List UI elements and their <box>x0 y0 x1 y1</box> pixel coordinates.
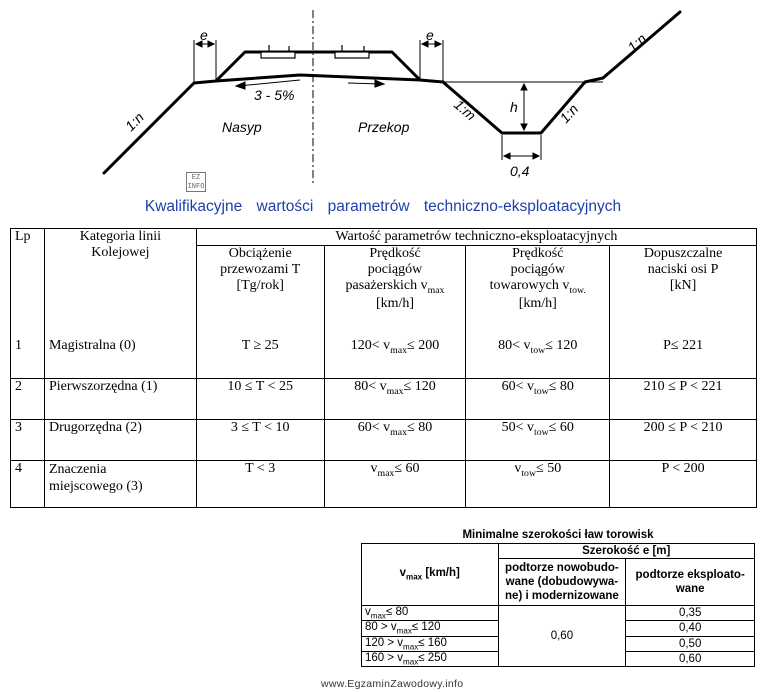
label-slope-right-high: 1:n <box>624 30 650 56</box>
header-category: Kategoria linii Kolejowej <box>44 229 196 321</box>
table-row: $v_{max}\le 80$ 0,60 0,35 <box>362 606 755 621</box>
table-row: 1 Magistralna (0) T ≥ 25 $120< v_{max}\le 200$ $80< v_{tow}\le 120$ P≤ 221 <box>11 338 757 379</box>
watermark-icon: EZ INFO <box>187 174 205 191</box>
label-e-left: e <box>200 27 208 43</box>
new-subgrade-value: 0,60 <box>498 606 626 667</box>
sleeper-right <box>335 52 369 58</box>
label-embankment: Nasyp <box>222 119 262 135</box>
table-row: 3 Drugorzędna (2) 3 ≤ T < 10 $60< v_{max}\le 80$ $50< v_{tow}\le 60$ 200 ≤ P < 210 <box>11 420 757 461</box>
track-bed-width-table <box>361 543 755 667</box>
embankment-outline <box>104 52 443 173</box>
label-cutting: Przekop <box>358 119 410 135</box>
header-load: Obciążenie przewozami T [Tg/rok] <box>196 246 324 321</box>
header-group: Wartość parametrów techniczno-eksploatacyjnych <box>196 229 756 246</box>
header-axle-load: Dopuszczalne naciski osi P [kN] <box>610 246 757 321</box>
table-row: $160 > v_{max}\le 250$ 0,60 <box>362 651 755 666</box>
sleeper-left <box>261 52 295 58</box>
header-passenger-speed: Prędkość pociągów pasażerskich $v_{max}$ [km/h] <box>324 246 466 321</box>
label-slope-right-low: 1:n <box>556 100 582 127</box>
parameters-table <box>10 228 757 508</box>
caption: Kwalifikacyjne wartości parametrów techniczno-eksploatacyjnych <box>144 198 622 215</box>
table-row: $120 > v_{max}\le 160$ 0,50 <box>362 636 755 651</box>
footer-url: www.EgzaminZawodowy.info <box>321 678 464 690</box>
label-slope-left: 1:n <box>121 109 147 135</box>
formation-surface <box>216 75 420 81</box>
header-vmax: $v_{max}$ [km/h] <box>362 544 499 606</box>
header-width-group: Szerokość e [m] <box>498 544 755 559</box>
table-row: 4 Znaczenia miejscowego (3) T < 3 $v_{max}\le 60$ $v_{tow}\le 50$ P < 200 <box>11 461 757 508</box>
label-e-right: e <box>426 27 434 43</box>
track-cross-section-diagram <box>0 0 766 195</box>
table-row: 2 Pierwszorzędna (1) 10 ≤ T < 25 $80< v_{max}\le 120$ $60< v_{tow}\le 80$ 210 ≤ P < 221 <box>11 379 757 420</box>
table-row: $80 > v_{max}\le 120$ 0,40 <box>362 621 755 636</box>
label-gradient: 3 - 5% <box>254 87 295 103</box>
small-table-title: Minimalne szerokości ław torowisk <box>462 529 654 541</box>
label-h: h <box>510 99 518 115</box>
header-freight-speed: Prędkość pociągów towarowych $v_{tow.}$ [km/h] <box>466 246 610 321</box>
header-new-subgrade: podtorze nowobudo-wane (dobudowywa-ne) i modernizowane <box>498 559 626 606</box>
header-lp: Lp <box>11 229 45 321</box>
label-slope-mid: 1:m <box>451 96 480 124</box>
header-existing-subgrade: podtorze eksploato-wane <box>626 559 755 606</box>
label-width: 0,4 <box>510 163 530 179</box>
